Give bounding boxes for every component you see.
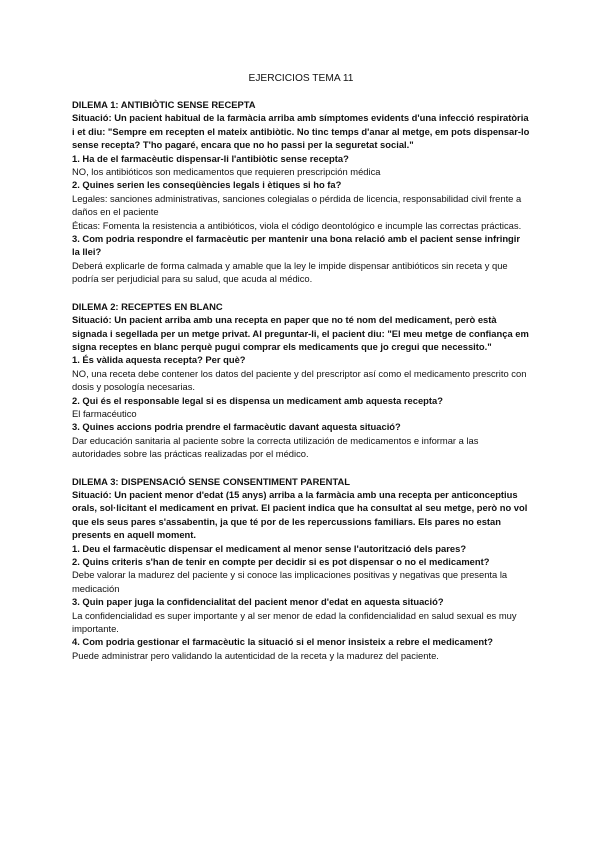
dilema-heading: DILEMA 1: ANTIBIÒTIC SENSE RECEPTA — [72, 99, 256, 110]
answer: NO, una receta debe contener los datos del paciente y del prescriptor así como el medicamento prescrito con dosis y posología necesarias. — [72, 367, 527, 393]
question: 3. Quines accions podria prendre el farmacèutic davant aquesta situació? — [72, 421, 401, 433]
dilema-situation: Situació: Un pacient arriba amb una recepta en paper que no té nom del medicament, però està signada i segellada per un metge privat. Al preguntar-li, el pacient diu: "El meu metge de confiança em signa receptes en blanc perquè pugui comprar els medicaments que jo cregui que necessito." — [72, 314, 529, 352]
answer: La confidencialidad es super importante y al ser menor de edad la confidencialidad en salud sexual es muy importante. — [72, 609, 517, 635]
answer: Éticas: Fomenta la resistencia a antibióticos, viola el código deontológico e incumple las correctas prácticas. — [72, 219, 522, 231]
question: 3. Quin paper juga la confidencialitat del pacient menor d'edat en aquesta situació? — [72, 596, 444, 608]
question: 1. És vàlida aquesta recepta? Per què? — [72, 354, 246, 366]
document-page — [72, 72, 530, 676]
dilema-1 — [72, 98, 530, 286]
answer: El farmacéutico — [72, 407, 137, 419]
dilema-3 — [72, 475, 530, 663]
dilema-situation: Situació: Un pacient menor d'edat (15 anys) arriba a la farmàcia amb una recepta per anticonceptius orals, sol·licitant el medicament en privat. El pacient indica que ha consultat al seu metge, però no vol que els seus pares s'assabentin, ja que té por de les repercussions familiars. Els pares no estan presents en aquell moment. — [72, 488, 528, 541]
document-title: EJERCICIOS TEMA 11 — [248, 73, 354, 84]
dilema-heading: DILEMA 3: DISPENSACIÓ SENSE CONSENTIMENT PARENTAL — [72, 475, 350, 487]
dilema-2 — [72, 300, 530, 461]
dilema-heading: DILEMA 2: RECEPTES EN BLANC — [72, 300, 223, 312]
answer: Deberá explicarle de forma calmada y amable que la ley le impide dispensar antibióticos sin receta y que podría ser perjudicial para su salud, que acuda al médico. — [72, 259, 508, 285]
question: 4. Com podria gestionar el farmacèutic la situació si el menor insisteix a rebre el medicament? — [72, 636, 493, 648]
answer: Puede administrar pero validando la autenticidad de la receta y la madurez del paciente. — [72, 649, 439, 661]
question: 2. Quins criteris s'han de tenir en compte per decidir si es pot dispensar o no el medicament? — [72, 556, 490, 567]
answer: Dar educación sanitaria al paciente sobre la correcta utilización de medicamentos e informar a las autoridades sobre las prácticas realizadas por el médico. — [72, 434, 479, 460]
dilema-situation: Situació: Un pacient habitual de la farmàcia arriba amb símptomes evidents d'una infecció respiratòria i et diu: "Sempre em recepten el mateix antibiòtic. No tinc temps d'anar al metge, em pots dispensar-lo sense recepta? T'ho pagaré, encara que no ho passi per la seguretat social." — [72, 112, 530, 151]
question: 2. Quines serien les conseqüències legals i ètiques si ho fa? — [72, 179, 342, 191]
answer: Legales: sanciones administrativas, sanciones colegialas o pérdida de licencia, responsabilidad civil frente a daños en el paciente — [72, 192, 522, 218]
question: 1. Ha de el farmacèutic dispensar-li l'antibiòtic sense recepta? — [72, 152, 349, 164]
question: 2. Qui és el responsable legal si es dispensa un medicament amb aquesta recepta? — [72, 394, 443, 406]
answer: Debe valorar la madurez del paciente y si conoce las implicaciones positivas y negativas que presenta la medicación — [72, 569, 508, 594]
question: 3. Com podria respondre el farmacèutic per mantenir una bona relació amb el pacient sense infringir la llei? — [72, 233, 521, 258]
answer: NO, los antibióticos son medicamentos que requieren prescripción médica — [72, 166, 381, 178]
question: 1. Deu el farmacèutic dispensar el medicament al menor sense l'autorització dels pares? — [72, 542, 467, 554]
